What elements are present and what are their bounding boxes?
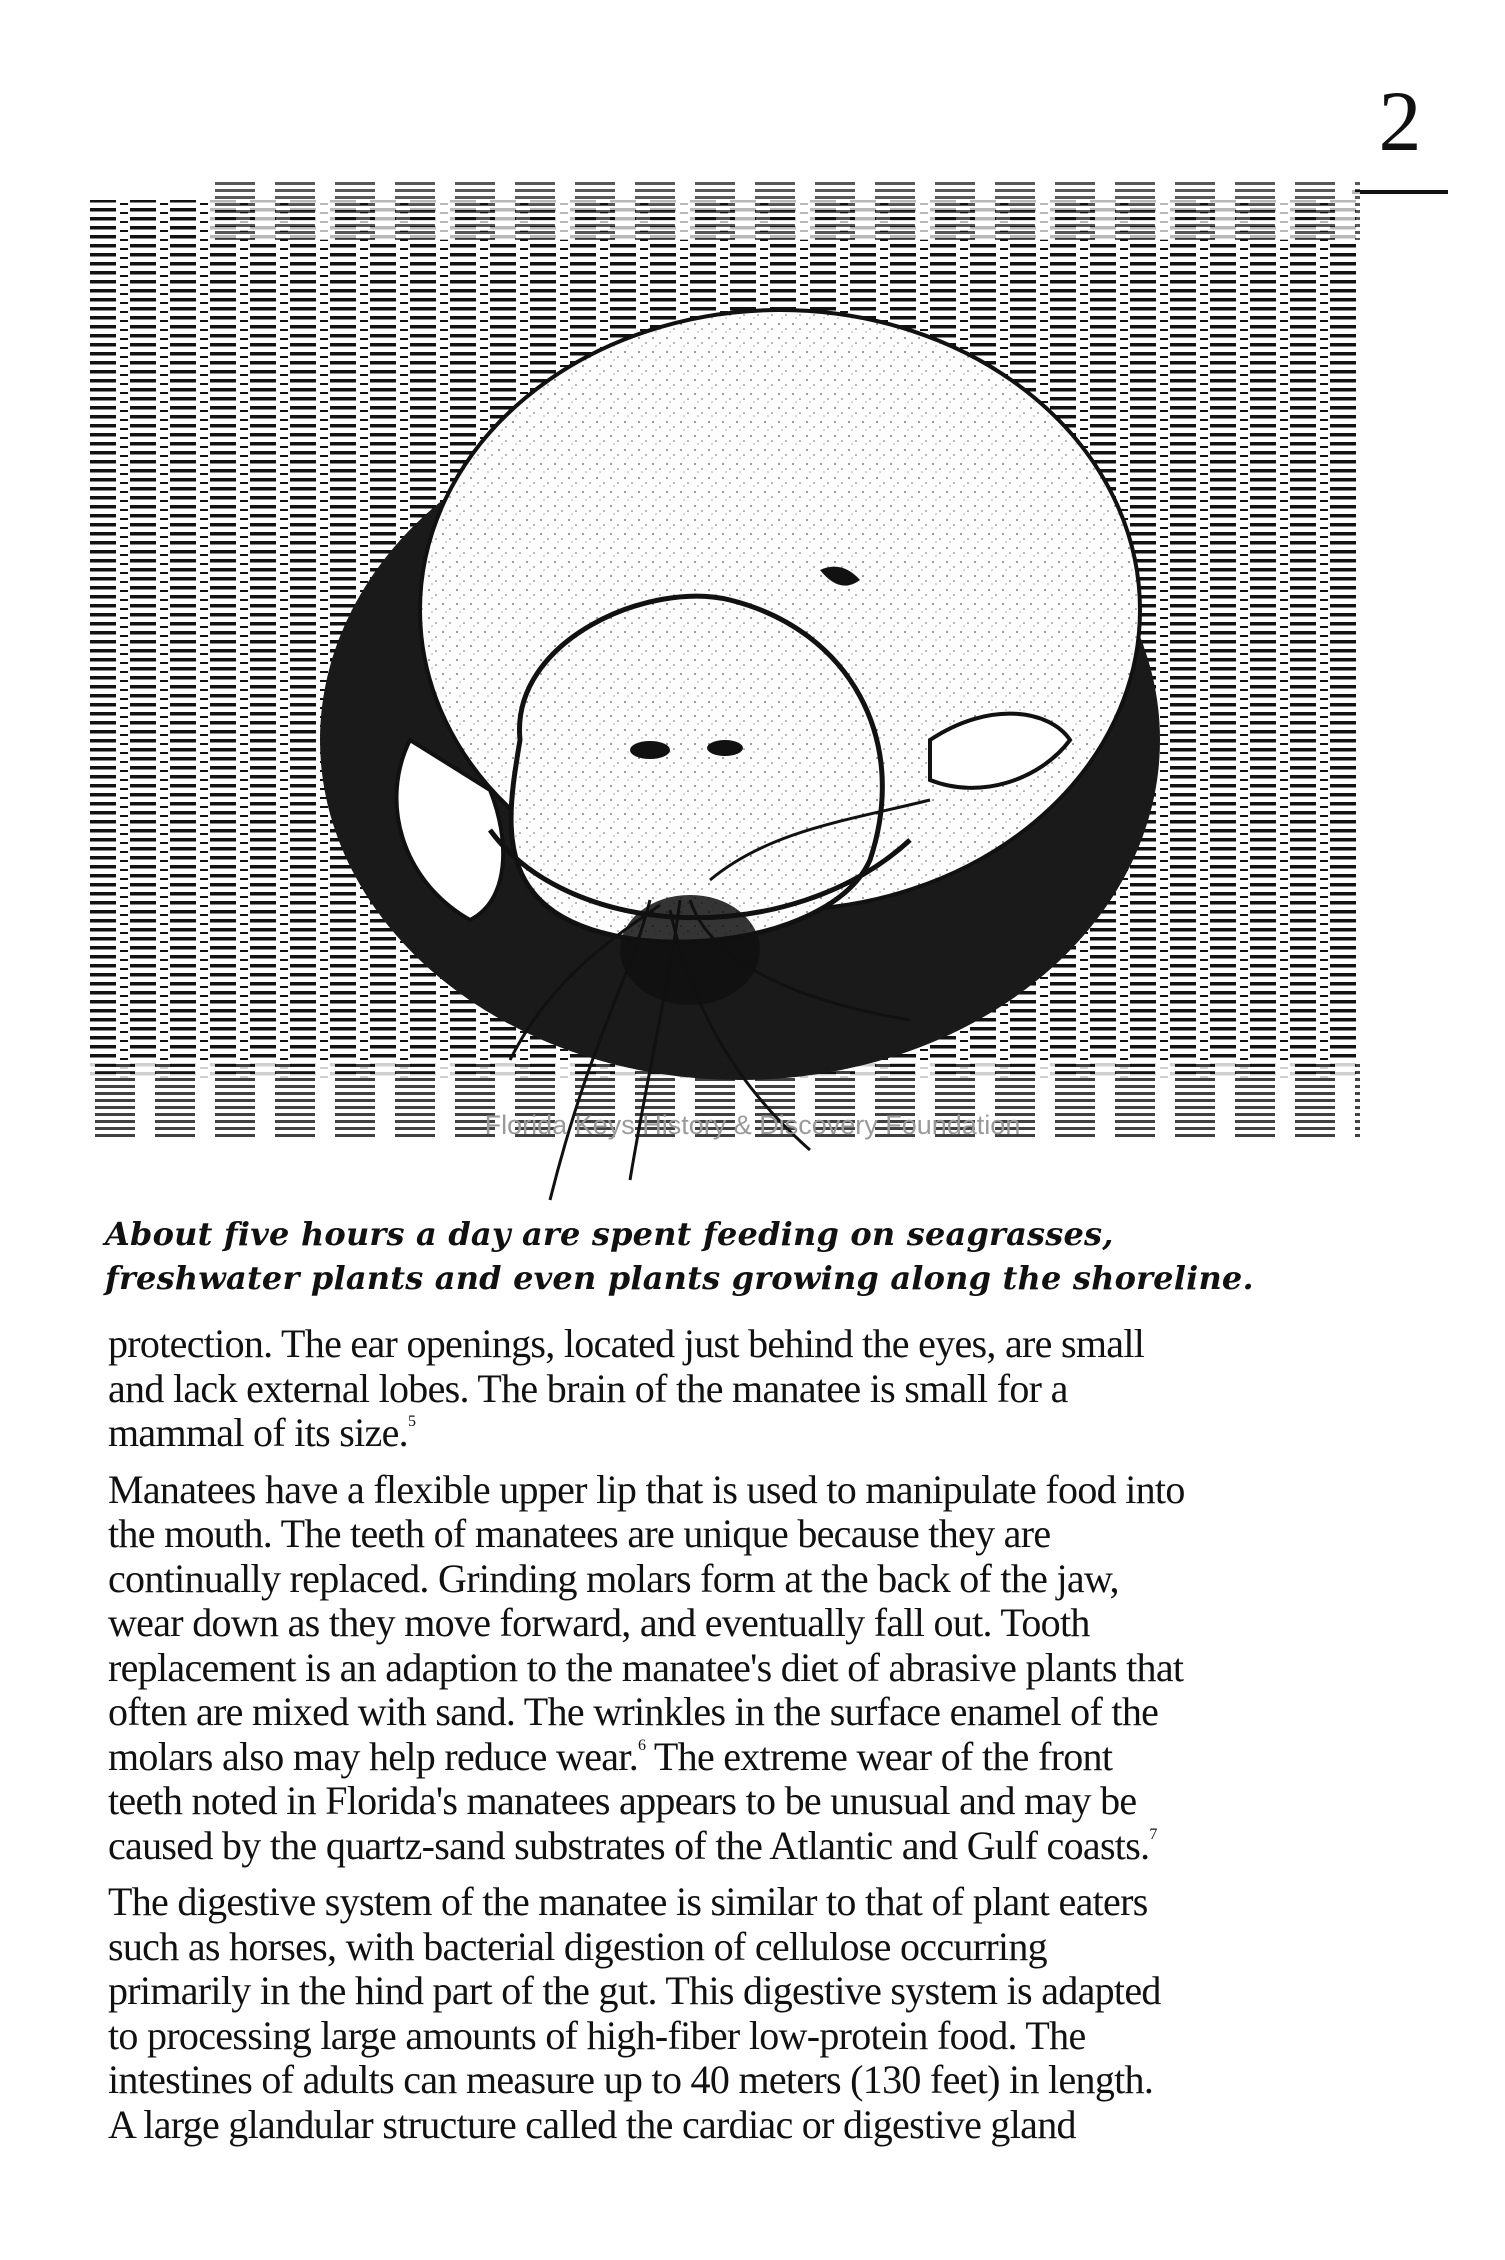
page-number: 2 (1378, 73, 1422, 169)
text-line: intestines of adults can measure up to 40 meters (130 feet) in length. (108, 2057, 1154, 2102)
text-line: the mouth. The teeth of manatees are unique because they are (108, 1511, 1051, 1556)
illustration-caption (105, 1212, 1365, 1300)
footnote-ref: 7 (1149, 1825, 1157, 1843)
text-line: replacement is an adaption to the manatee's diet of abrasive plants that (108, 1644, 1184, 1690)
text-line: such as horses, with bacterial digestion of cellulose occurring (108, 1923, 1047, 1969)
text-line: mammal of its size. (108, 1410, 408, 1455)
watermark: Florida Keys History & Discovery Foundation (484, 1110, 1021, 1140)
page-number-rule (1352, 190, 1448, 194)
paragraph-digestion (108, 1880, 1343, 2147)
text-line: molars also may help reduce wear. (108, 1733, 639, 1779)
footnote-ref: 5 (407, 1413, 416, 1430)
text-line: often are mixed with sand. The wrinkles in the surface enamel of the (108, 1689, 1159, 1734)
caption-line-1: About five hours a day are spent feeding on seagrasses, (105, 1215, 1114, 1253)
nostril-left (630, 741, 670, 759)
text-line: continually replaced. Grinding molars form at the back of the jaw, (108, 1555, 1119, 1601)
text-line: to processing large amounts of high-fiber low-protein food. The (108, 2012, 1086, 2058)
text-line: A large glandular structure called the cardiac or digestive gland (108, 2101, 1076, 2147)
footnote-ref: 6 (638, 1736, 646, 1754)
text-line: Manatees have a flexible upper lip that is used to manipulate food into (108, 1466, 1185, 1512)
text-line: primarily in the hind part of the gut. This digestive system is adapted (108, 1968, 1161, 2013)
text-line: caused by the quartz-sand substrates of the Atlantic and Gulf coasts. (108, 1822, 1150, 1868)
text-line: The extreme wear of the front (645, 1733, 1113, 1779)
text-line: The digestive system of the manatee is similar to that of plant eaters (108, 1879, 1148, 1924)
paragraph-teeth (108, 1468, 1343, 1869)
text-line: wear down as they move forward, and eventually fall out. Tooth (108, 1600, 1090, 1645)
text-line: and lack external lobes. The brain of the manatee is small for a (108, 1365, 1068, 1411)
caption-line-2: freshwater plants and even plants growing along the shoreline. (105, 1259, 1254, 1297)
text-line: protection. The ear openings, located just behind the eyes, are small (108, 1321, 1145, 1366)
nostril-right (707, 740, 743, 756)
manatee-feeding-illustration (90, 180, 1360, 1210)
paragraph-anatomy (108, 1322, 1343, 1456)
article-body (108, 1322, 1343, 2159)
text-line: teeth noted in Florida's manatees appears to be unusual and may be (108, 1778, 1137, 1823)
